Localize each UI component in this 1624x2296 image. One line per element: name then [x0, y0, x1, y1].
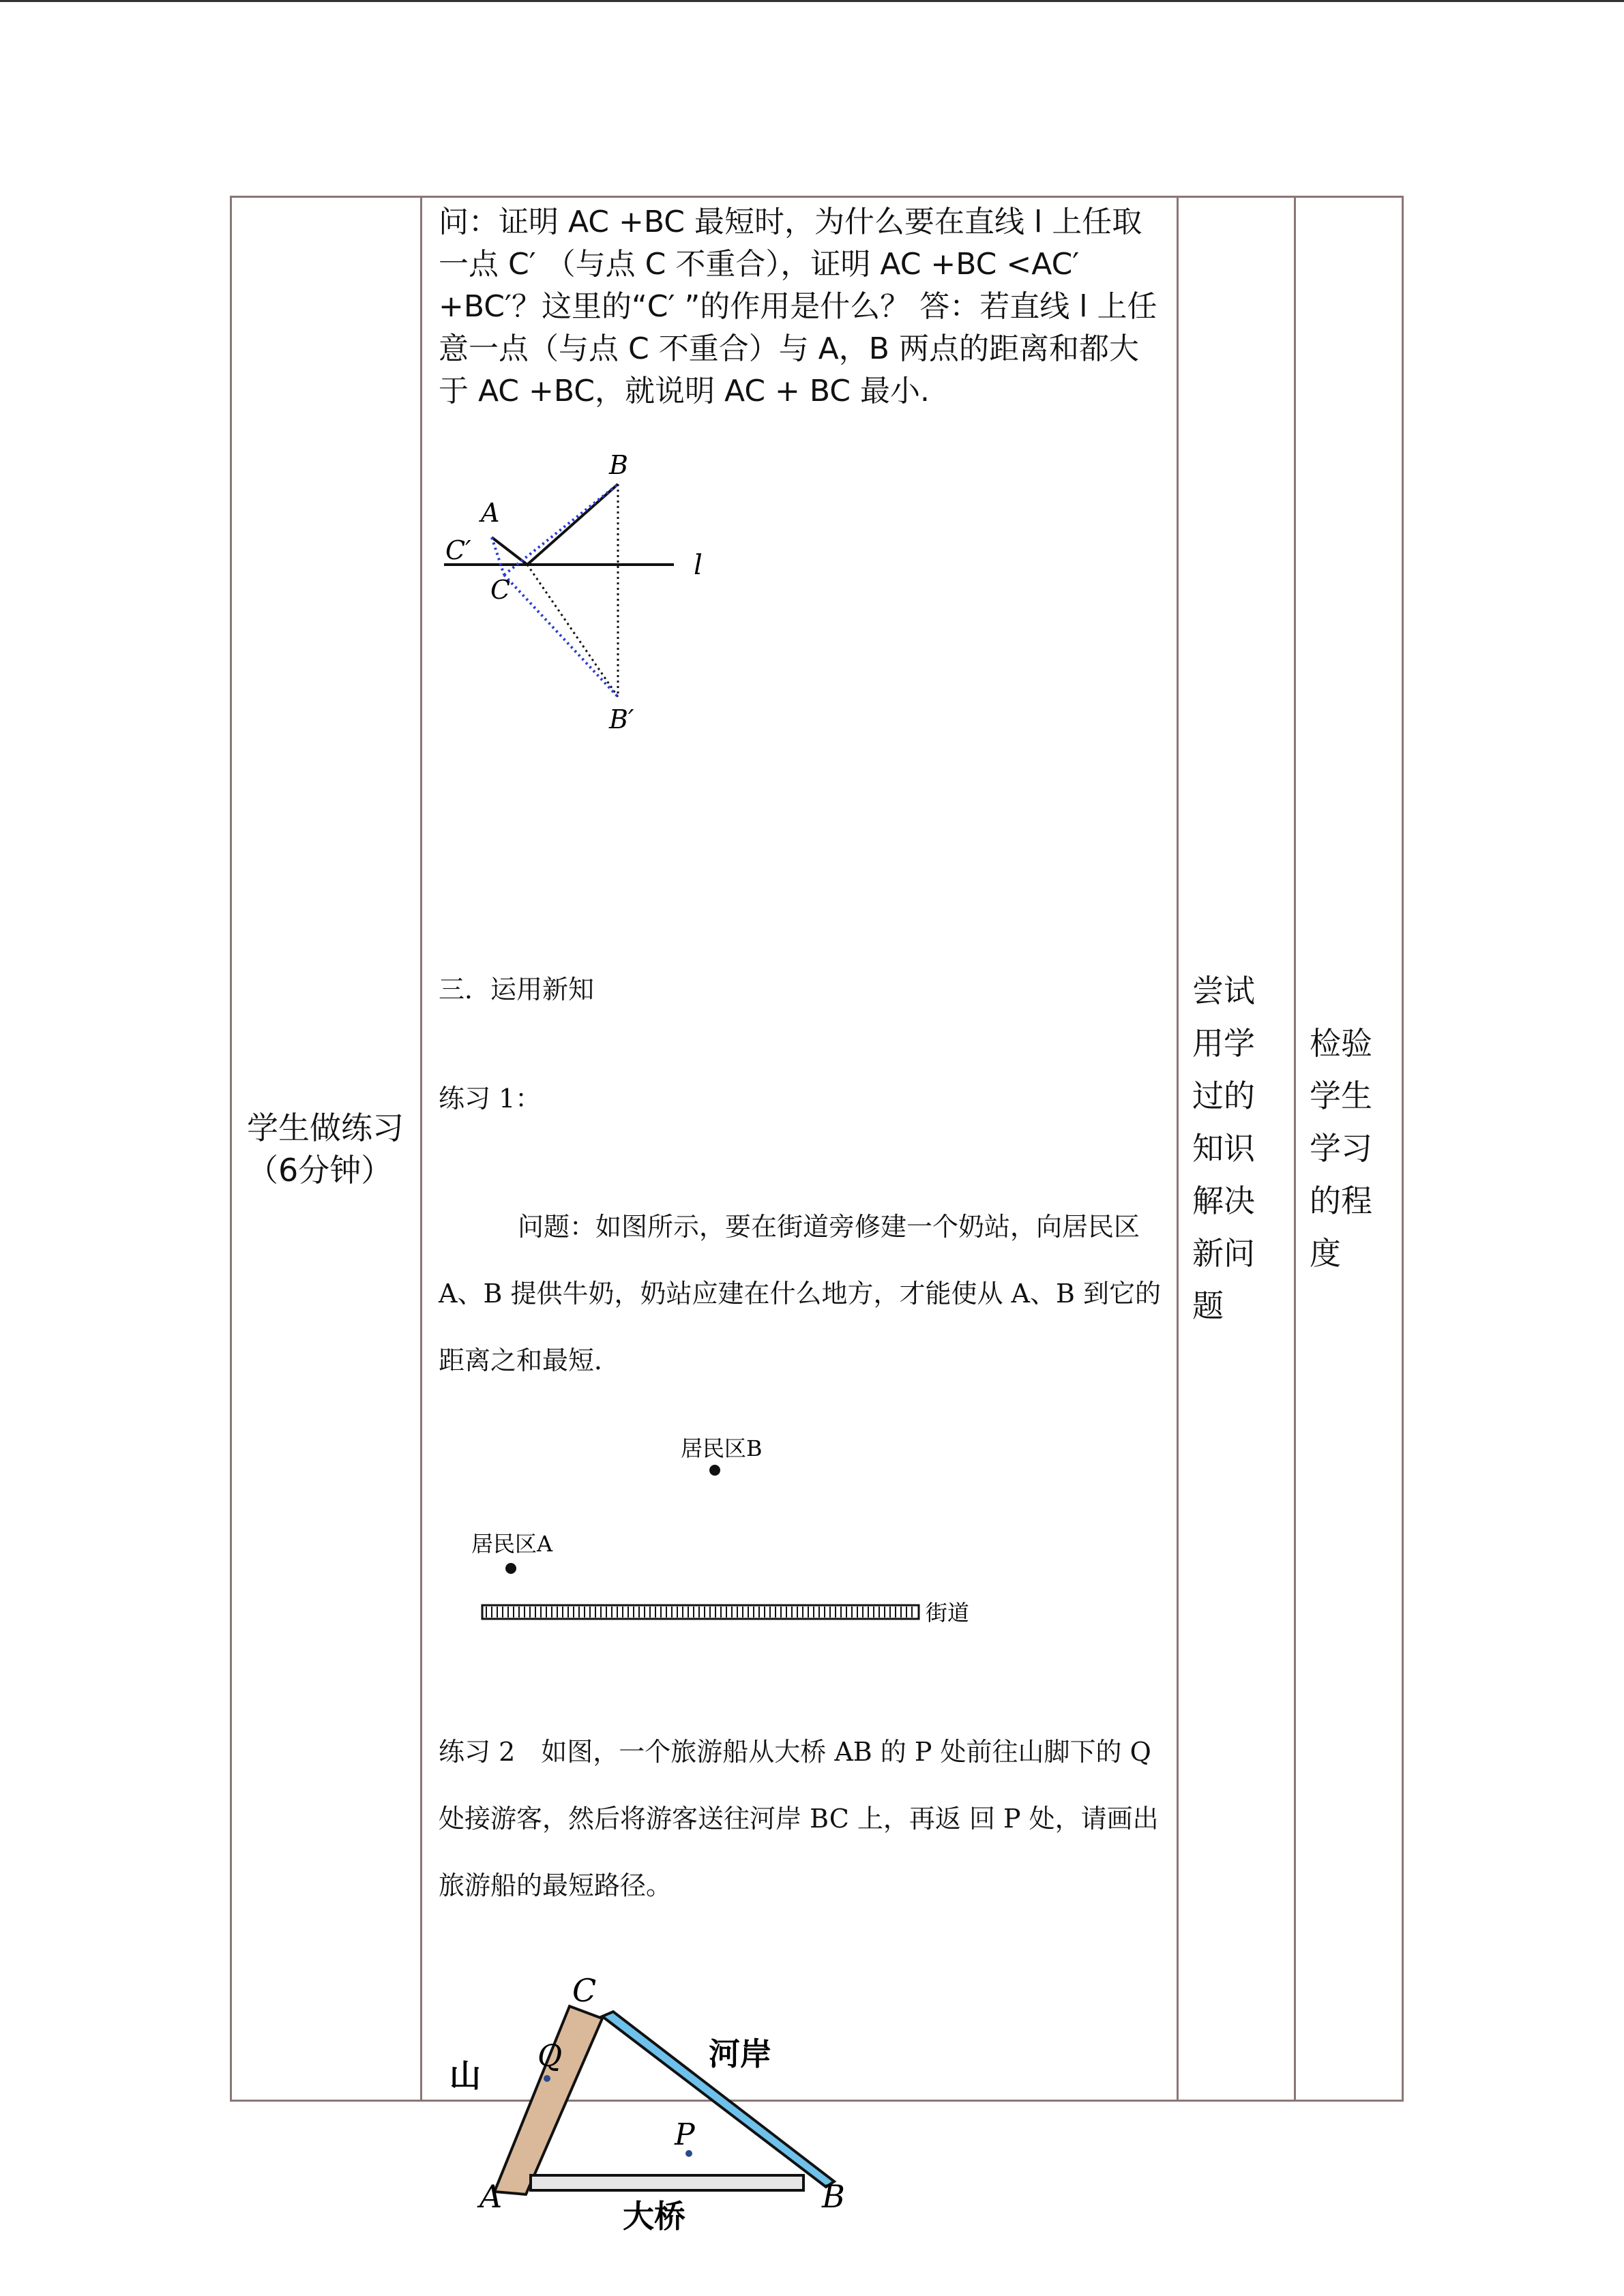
content-area [422, 198, 1177, 2235]
label-C: C [490, 575, 511, 605]
fig3-label-B: B [822, 2178, 845, 2215]
mountain-shape [494, 2006, 602, 2194]
stage-cell [231, 197, 422, 2101]
fig3-label-C: C [572, 1978, 597, 2009]
section-heading: 三．运用新知 [439, 974, 595, 1004]
label-l: l [694, 550, 703, 581]
content-cell [422, 197, 1178, 2235]
street-figure [439, 1425, 984, 1643]
resident-a-label: 居民区A [471, 1531, 553, 1557]
practice-row [231, 197, 1403, 2101]
activity-cell [1178, 197, 1295, 2101]
label-Bprime: B′ [609, 704, 634, 734]
resident-a-point [505, 1563, 516, 1574]
street-label: 街道 [926, 1600, 970, 1626]
intent-cell [1295, 197, 1403, 2101]
fig3-label-river: 河岸 [709, 2036, 771, 2072]
activity-text: 尝试用学过的知识解决新问题 [1192, 972, 1255, 1324]
fig3-label-Q: Q [537, 2039, 563, 2074]
fig3-label-P: P [675, 2117, 695, 2152]
fig3-label-mountain: 山 [449, 2057, 481, 2094]
stage-text: 学生做练习（6分钟） [247, 1109, 404, 1189]
bridge-shape [531, 2175, 803, 2190]
segment-CBprime [527, 565, 618, 697]
lesson-table [230, 196, 1404, 2235]
boat-route-figure [439, 1978, 861, 2271]
exercise2-text: 练习 2 如图，一个旅游船从大桥 AB 的 P 处前往山脚下的 Q 处接游客，然后将游客送往河岸 BC 上，再返 回 P 处，请画出旅游船的最短路径。 [439, 1737, 1159, 1900]
fig3-label-bridge: 大桥 [623, 2198, 685, 2235]
resident-b-label: 居民区B [681, 1435, 763, 1461]
exercise1-title: 练习 1： [439, 1084, 542, 1114]
exercise1-problem: 问题：如图所示，要在街道旁修建一个奶站，向居民区 A、B 提供牛奶，奶站应建在什么地方，才能使从 A、B 到它的距离之和最短． [439, 1212, 1161, 1375]
question-paragraph: 问：证明 AC +BC 最短时，为什么要在直线 l 上任取一点 C′ （与点 C 不重合），证明 AC +BC <AC′ +BC′？这里的“C′ ”的作用是什么？ 答：若直线 l 上任意一点（与点 C 不重合）与 A，B 两点的距离和都大于 AC +BC，就说明 AC + BC 最小. [439, 205, 1157, 408]
resident-b-point [709, 1465, 720, 1476]
label-B: B [609, 450, 628, 480]
page-top-rule [0, 0, 1624, 2]
intent-text: 检验学生学习的程度 [1310, 1025, 1372, 1272]
fig3-label-A: A [479, 2178, 503, 2215]
point-Q [544, 2075, 550, 2082]
label-Cprime: C′ [445, 535, 471, 565]
reflection-figure [439, 450, 725, 736]
dotted-Cprime-Bprime [504, 575, 618, 697]
street-bar [482, 1605, 919, 1619]
label-A: A [481, 498, 500, 528]
